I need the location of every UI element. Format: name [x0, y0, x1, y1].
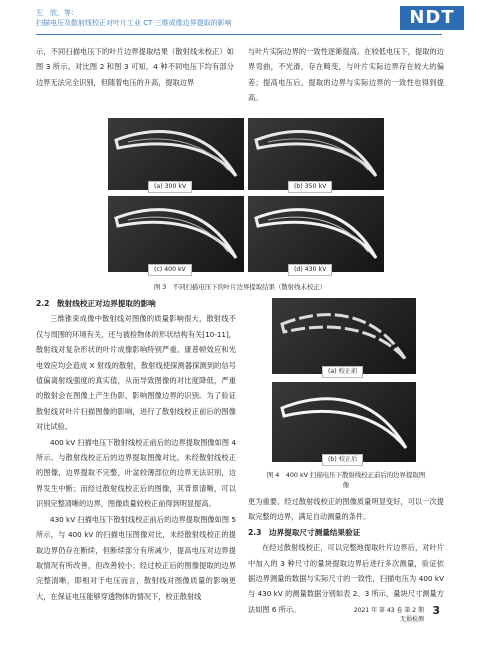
figure4-label-b: (b) 校正后: [322, 454, 363, 466]
section-2-2: [36, 296, 236, 604]
figure3-label-b: (b) 350 kV: [288, 181, 332, 193]
paragraph: 在经过散射线校正，可以完整地提取叶片边界后，对叶片中加入的 3 种尺寸的量块提取边界后进行多次测量，验证依据边界测量的数据与实际尺寸的一致性，扫描电压为 400 kV 与 430 kV 的测量数据分别如表 2、3 所示，量块尺寸测量方法如图 6 所示。: [248, 543, 444, 614]
paragraph: 三维锥束成像中散射线对图像的质量影响很大，散射线不仅与周围的环境有关，还与被检物体的形状结构有关[10-11]，散射线对复杂形状的叶片成像影响特别严重。康普顿效应和光电效应均会造成 X 射线的散射，散射线使探测器探测到的信号值偏离射线强度的真实值，从而导致图像的对比度降低，严重的散射会在图像上产生伪影，影响图像边界的识别。为了验证散射线对叶片扫描图像的影响，进行了散射线校正前后的图像对比试验。: [36, 314, 236, 432]
figure3-image-d: [248, 196, 384, 272]
figure4-label-a: (a) 校正前: [322, 366, 363, 378]
figure4-image-b: [272, 382, 416, 462]
footer-issue: [354, 606, 424, 624]
paragraph: 更为重要。经过散射线校正的图像质量明显变好，可以一次提取完整的边界，满足自动测量的条件。: [248, 497, 444, 522]
issue-info: 2021 年 第 43 卷 第 2 期: [353, 607, 424, 614]
figure3-label-c: (c) 400 kV: [148, 264, 192, 276]
figure3-caption: 图 3 不同扫描电压下的叶片边界提取结果（散射线未校正）: [153, 283, 327, 291]
paragraph: 示，不同扫描电压下的叶片边界提取结果（散射线未校正）如图 3 所示。对比图 2 和图 3 可知，4 种不同电压下均有部分边界无法完全识别，但随着电压的升高，提取边界: [36, 47, 234, 87]
paragraph: 与叶片实际边界的一致性逐渐提高。在较低电压下，提取的边界弯曲，不光滑，存在畸变，与叶片实际边界存在较大的偏差；提高电压后，提取的边界与实际边界的一致性也得到提高。: [248, 47, 444, 103]
journal-logo: NDT: [400, 6, 464, 30]
figure4-caption: 图 4 400 kV 扫描电压下散射线校正前后的边界提取图像: [266, 471, 426, 489]
page-number: 3: [432, 604, 440, 617]
section-heading: 2.2 散射线校正对边界提取的影响: [36, 299, 156, 308]
figure4-image-a: [272, 298, 416, 374]
figure3-label-d: (d) 430 kV: [288, 264, 332, 276]
top-right-text: [248, 44, 444, 106]
header-rule: [36, 34, 442, 35]
section-heading: 2.3 边界提取尺寸测量结果验证: [248, 527, 361, 537]
paragraph: 400 kV 扫描电压下散射线校正前后的边界提取图像如图 4 所示。与散射线校正后的边界提取图像对比，未经散射线校正的图像，边界提取不完整，叶盆较薄部位的边界无法识别，边界发生中断；而经过散射线校正后的图像，其背景清晰，可以识别完整清晰的边界，图像质量较校正前得到明显提高。: [36, 437, 236, 509]
figure3-image-c: [108, 196, 244, 272]
figure3-image-b: [248, 118, 384, 190]
right-bottom-text: [248, 494, 444, 617]
paragraph: 430 kV 扫描电压下散射线校正前后的边界提取图像如图 5 所示，与 400 kV 的扫描电压图像对比，未经散射线校正的提取边界仍存在断续，但断续部分有所减少，提高电压对边界提取情况有所改善，但改善较小；经过校正后的图像提取的边界完整清晰，即相对于电压而言，散射线对图像质量的影响更大，在保证电压能够穿透物体的情况下，校正散射线: [36, 514, 236, 601]
running-header-authors: 左 欣，等：: [36, 9, 78, 17]
figure3-label-a: (a) 300 kV: [148, 181, 192, 193]
running-header-title: 扫描电压及散射线校正对叶片工业 CT 三维成像边界提取的影响: [36, 19, 232, 27]
figure3-image-a: [108, 118, 244, 190]
journal-name: 无损检测: [399, 616, 424, 623]
top-left-text: [36, 44, 234, 90]
